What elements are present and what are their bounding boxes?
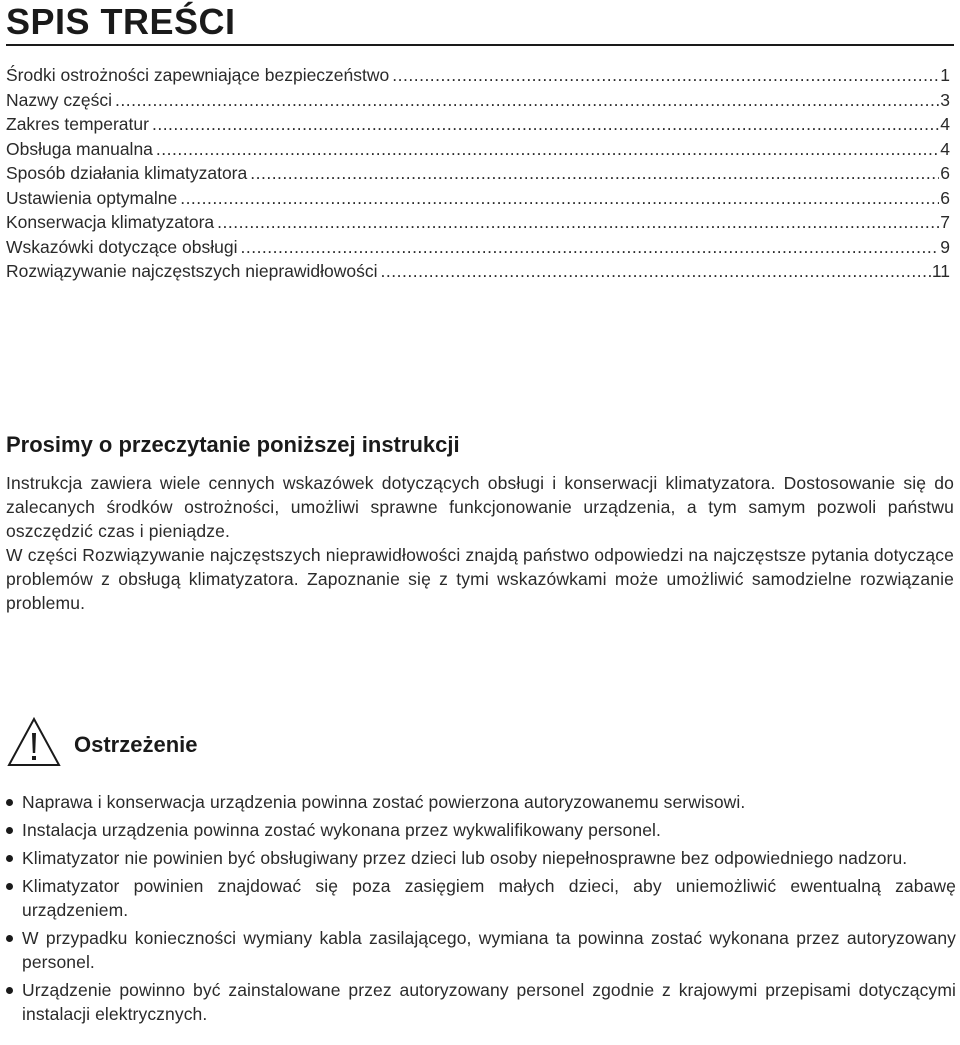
title-divider [6, 44, 954, 46]
toc-item-page: 11 [931, 261, 950, 281]
toc-item-label: Konserwacja klimatyzatora [6, 212, 215, 232]
toc-item[interactable] [6, 259, 950, 284]
list-item [6, 874, 956, 922]
toc-leader-dots [250, 161, 939, 186]
warning-text: Instalacja urządzenia powinna zostać wykonana przez wykwalifikowany personel. [22, 820, 661, 840]
toc-leader-dots [217, 210, 939, 235]
bullet-icon [6, 987, 13, 994]
toc-item[interactable] [6, 137, 950, 162]
toc-leader-dots [152, 112, 939, 137]
toc-item[interactable] [6, 88, 950, 113]
toc-item-page: 4 [940, 138, 950, 159]
toc-item[interactable] [6, 210, 950, 235]
warning-text: Naprawa i konserwacja urządzenia powinna zostać powierzona autoryzowanemu serwisowi. [22, 792, 746, 812]
table-of-contents [6, 63, 950, 284]
toc-item-page: 1 [940, 65, 950, 85]
list-item [6, 790, 956, 814]
toc-item-page: 6 [940, 187, 950, 208]
warning-list [6, 790, 956, 1026]
toc-item-label: Nazwy części [6, 89, 112, 110]
list-item [6, 978, 956, 1026]
toc-item[interactable] [6, 186, 950, 211]
toc-leader-dots [180, 186, 939, 211]
list-item [6, 846, 956, 870]
toc-item-label: Ustawienia optymalne [6, 187, 178, 208]
bullet-icon [6, 855, 13, 862]
toc-item-label: Sposób działania klimatyzatora [6, 163, 248, 183]
toc-item-label: Środki ostrożności zapewniające bezpieczeństwo [6, 65, 390, 85]
warning-text: Klimatyzator powinien znajdować się poza zasięgiem małych dzieci, aby uniemożliwić ewentualną zabawę urządzeniem. [22, 876, 956, 920]
intro-body [6, 471, 954, 615]
toc-item-page: 6 [940, 163, 950, 183]
page-title: SPIS TREŚCI [6, 1, 236, 42]
toc-leader-dots [240, 235, 939, 260]
intro-paragraph: W części Rozwiązywanie najczęstszych nieprawidłowości znajdą państwo odpowiedzi na najczęstsze pytania dotyczące problemów z obsługą klimatyzatora. Zapoznanie się z tymi wskazówkami może umożliwić samodzielne rozwiązanie problemu. [6, 545, 954, 613]
toc-item[interactable] [6, 235, 950, 260]
bullet-icon [6, 827, 13, 834]
toc-leader-dots [115, 88, 939, 113]
toc-item[interactable] [6, 63, 950, 88]
warning-heading: Ostrzeżenie [74, 732, 198, 757]
toc-item[interactable] [6, 112, 950, 137]
toc-leader-dots [392, 63, 939, 88]
toc-item-label: Wskazówki dotyczące obsługi [6, 236, 238, 257]
toc-leader-dots [156, 137, 939, 162]
warning-text: Urządzenie powinno być zainstalowane przez autoryzowany personel zgodnie z krajowymi przepisami dotyczącymi instalacji elektrycznych. [22, 980, 956, 1024]
toc-item-page: 9 [940, 236, 950, 257]
toc-item-page: 7 [940, 212, 950, 232]
warning-triangle-icon [6, 716, 62, 768]
toc-leader-dots [381, 259, 931, 284]
toc-item-label: Rozwiązywanie najczęstszych nieprawidłowości [6, 261, 378, 281]
list-item [6, 818, 956, 842]
intro-paragraph: Instrukcja zawiera wiele cennych wskazówek dotyczących obsługi i konserwacji klimatyzatora. Dostosowanie się do zalecanych środków ostrożności, umożliwi sprawne funkcjonowanie urządzenia, a tym samym pozwoli państwu oszczędzić czas i pieniądze. [6, 473, 954, 541]
intro-heading: Prosimy o przeczytanie poniższej instrukcji [6, 432, 460, 457]
toc-item-page: 3 [940, 89, 950, 110]
list-item [6, 926, 956, 974]
warning-text: Klimatyzator nie powinien być obsługiwany przez dzieci lub osoby niepełnosprawne bez odpowiedniego nadzoru. [22, 848, 908, 868]
toc-item[interactable] [6, 161, 950, 186]
warning-text: W przypadku konieczności wymiany kabla zasilającego, wymiana ta powinna zostać wykonana przez autoryzowany personel. [22, 928, 956, 972]
toc-item-page: 4 [940, 114, 950, 134]
toc-item-label: Zakres temperatur [6, 114, 149, 134]
bullet-icon [6, 935, 13, 942]
bullet-icon [6, 883, 13, 890]
toc-item-label: Obsługa manualna [6, 138, 153, 159]
bullet-icon [6, 799, 13, 806]
